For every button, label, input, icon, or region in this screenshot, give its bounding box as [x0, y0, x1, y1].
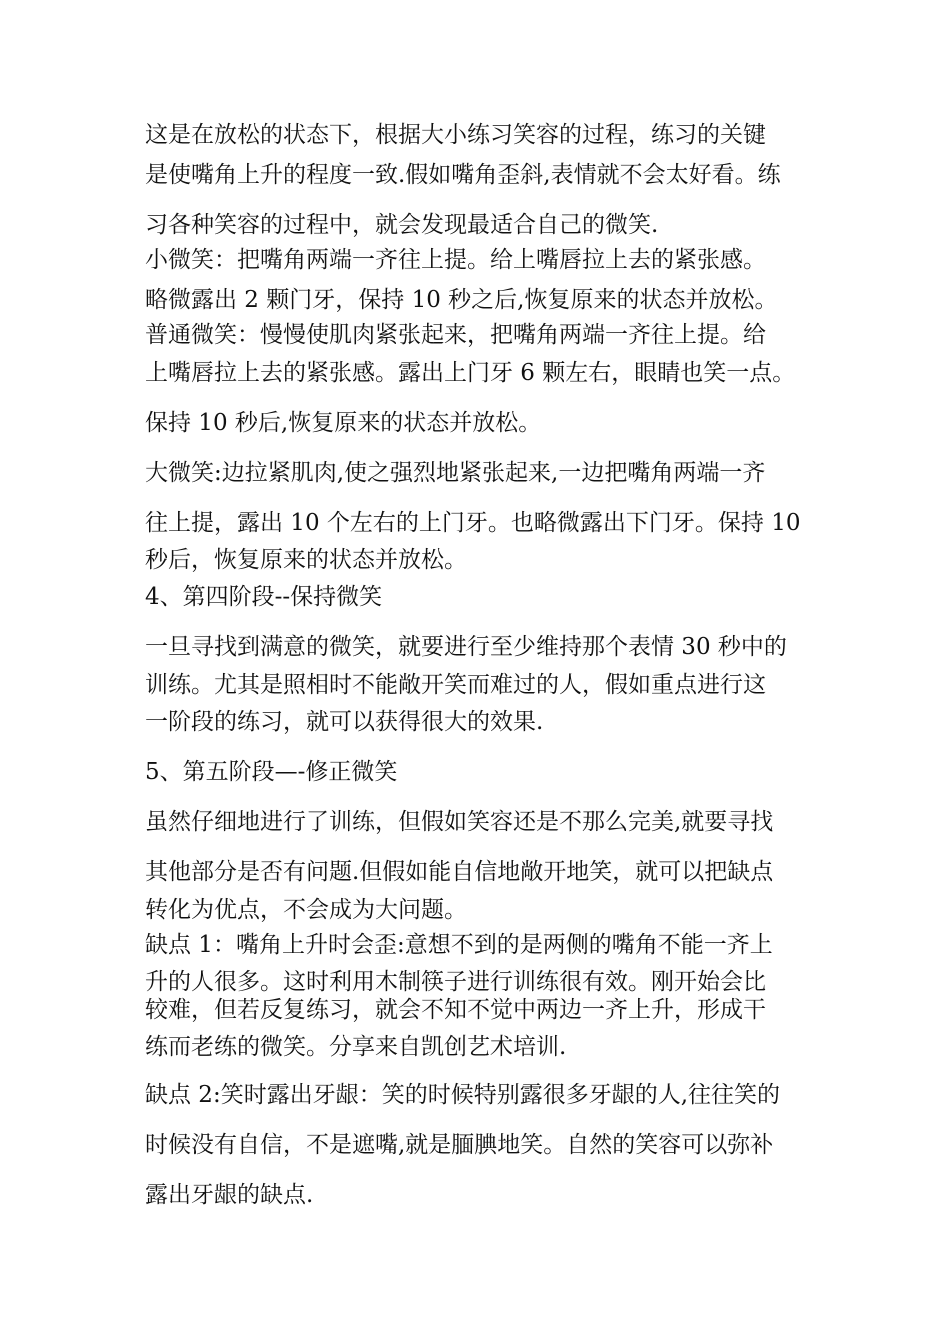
body-line: 往上提，露出 10 个左右的上门牙。也略微露出下门牙。保持 10: [145, 510, 801, 536]
body-line: 其他部分是否有问题.但假如能自信地敞开地笑，就可以把缺点: [145, 859, 774, 885]
body-line: 转化为优点，不会成为大问题。: [145, 897, 467, 923]
body-line: 虽然仔细地进行了训练，但假如笑容还是不那么完美,就要寻找: [145, 809, 774, 835]
body-line: 升的人很多。这时利用木制筷子进行训练很有效。刚开始会比: [145, 969, 766, 995]
section-heading: 4、第四阶段--保持微笑: [145, 584, 383, 610]
body-line: 时候没有自信，不是遮嘴,就是腼腆地笑。自然的笑容可以弥补: [145, 1132, 774, 1158]
body-line: 露出牙龈的缺点.: [145, 1182, 314, 1208]
body-line: 普通微笑：慢慢使肌肉紧张起来，把嘴角两端一齐往上提。给: [145, 322, 766, 348]
body-line: 一阶段的练习，就可以获得很大的效果.: [145, 709, 544, 735]
body-line: 上嘴唇拉上去的紧张感。露出上门牙 6 颗左右，眼睛也笑一点。: [145, 360, 796, 386]
body-line: 这是在放松的状态下，根据大小练习笑容的过程，练习的关键: [145, 122, 766, 148]
body-line: 一旦寻找到满意的微笑，就要进行至少维持那个表情 30 秒中的: [145, 634, 787, 660]
body-line: 训练。尤其是照相时不能敞开笑而难过的人，假如重点进行这: [145, 672, 766, 698]
body-line: 秒后，恢复原来的状态并放松。: [145, 547, 467, 573]
body-line: 是使嘴角上升的程度一致.假如嘴角歪斜,表情就不会太好看。练: [145, 162, 781, 188]
body-line: 缺点 2:笑时露出牙龈：笑的时候特别露很多牙龈的人,往往笑的: [145, 1082, 781, 1108]
body-line: 习各种笑容的过程中，就会发现最适合自己的微笑.: [145, 212, 659, 238]
body-line: 练而老练的微笑。分享来自凯创艺术培训.: [145, 1034, 567, 1060]
body-line: 大微笑:边拉紧肌肉,使之强烈地紧张起来,一边把嘴角两端一齐: [145, 460, 766, 486]
body-line: 保持 10 秒后,恢复原来的状态并放松。: [145, 410, 542, 436]
body-line: 小微笑：把嘴角两端一齐往上提。给上嘴唇拉上去的紧张感。: [145, 247, 766, 273]
section-heading: 5、第五阶段—-修正微笑: [145, 759, 398, 785]
body-line: 缺点 1：嘴角上升时会歪:意想不到的是两侧的嘴角不能一齐上: [145, 932, 773, 958]
body-line: 较难，但若反复练习，就会不知不觉中两边一齐上升，形成干: [145, 997, 766, 1023]
body-line: 略微露出 2 颗门牙，保持 10 秒之后,恢复原来的状态并放松。: [145, 287, 778, 313]
